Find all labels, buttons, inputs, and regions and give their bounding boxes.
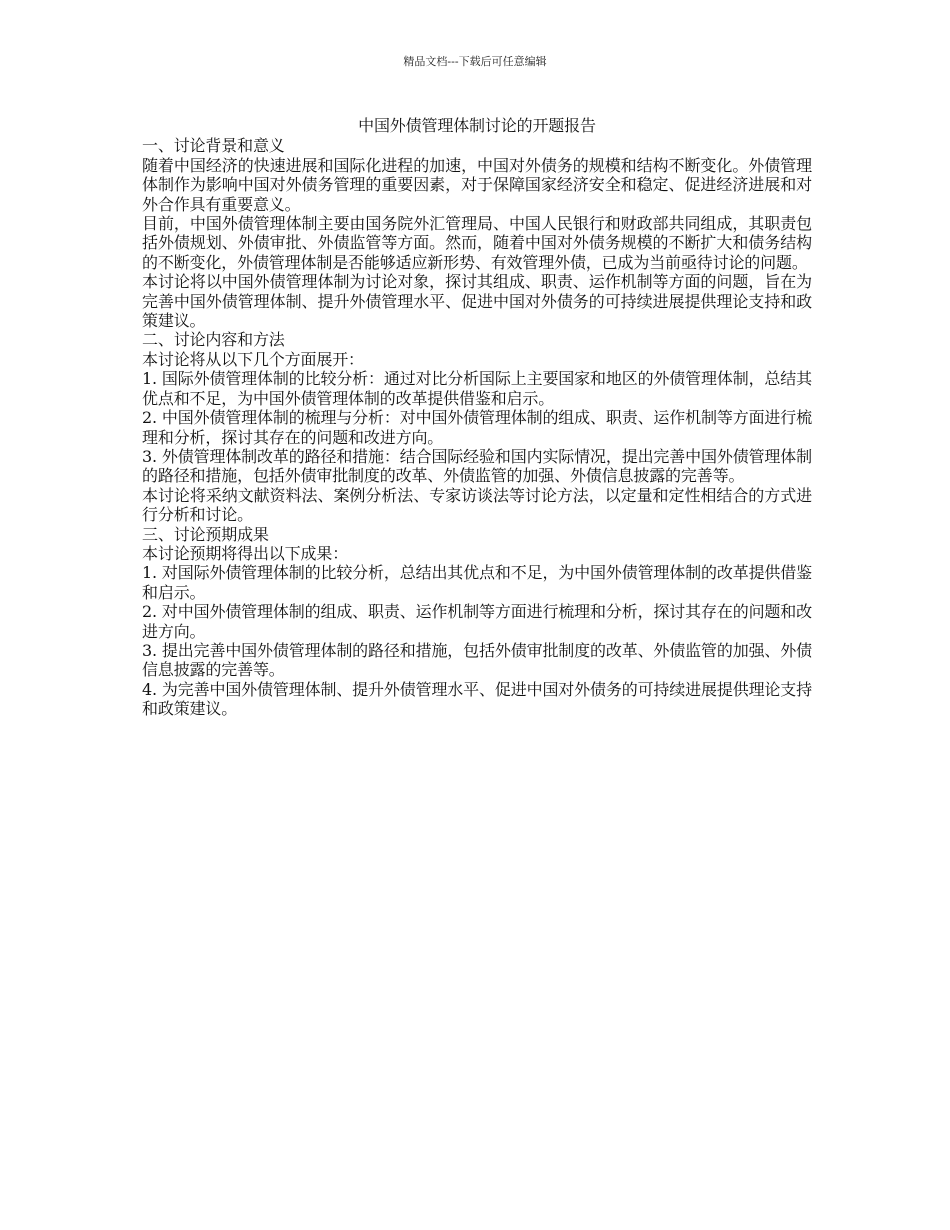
paragraph: 本讨论将采纳文献资料法、案例分析法、专家访谈法等讨论方法，以定量和定性相结合的方式进行分析和讨论。 [142, 485, 812, 525]
document-title: 中国外债管理体制讨论的开题报告 [358, 116, 596, 135]
list-item: 2. 对中国外债管理体制的组成、职责、运作机制等方面进行梳理和分析，探讨其存在的问题和改进方向。 [142, 602, 812, 641]
section-heading-expected-results: 三、讨论预期成果 [142, 524, 269, 544]
section-heading-background: 一、讨论背景和意义 [142, 136, 285, 156]
list-item: 2. 中国外债管理体制的梳理与分析：对中国外债管理体制的组成、职责、运作机制等方面进行梳理和分析，探讨其存在的问题和改进方向。 [142, 408, 812, 447]
paragraph: 本讨论预期将得出以下成果： [142, 543, 349, 563]
paragraph: 随着中国经济的快速进展和国际化进程的加速，中国对外债务的规模和结构不断变化。外债管理体制作为影响中国对外债务管理的重要因素，对于保障国家经济安全和稳定、促进经济进展和对外合作具有重要意义。 [142, 155, 812, 214]
paragraph: 本讨论将以中国外债管理体制为讨论对象，探讨其组成、职责、运作机制等方面的问题，旨在为完善中国外债管理体制、提升外债管理水平、促进中国对外债务的可持续进展提供理论支持和政策建议。 [142, 272, 812, 331]
page-header-note: 精品文档---下载后可任意编辑 [403, 55, 547, 68]
list-item: 1. 国际外债管理体制的比较分析：通过对比分析国际上主要国家和地区的外债管理体制，总结其优点和不足，为中国外债管理体制的改革提供借鉴和启示。 [142, 369, 812, 408]
paragraph: 本讨论将从以下几个方面展开： [142, 349, 364, 369]
section-heading-content-method: 二、讨论内容和方法 [142, 330, 285, 350]
document-body [142, 116, 812, 719]
list-item: 4. 为完善中国外债管理体制、提升外债管理水平、促进中国对外债务的可持续进展提供理论支持和政策建议。 [142, 679, 812, 719]
list-item: 1. 对国际外债管理体制的比较分析，总结出其优点和不足，为中国外债管理体制的改革提供借鉴和启示。 [142, 563, 812, 602]
list-item: 3. 提出完善中国外债管理体制的路径和措施，包括外债审批制度的改革、外债监管的加强、外债信息披露的完善等。 [142, 640, 812, 680]
list-item: 3. 外债管理体制改革的路径和措施：结合国际经验和国内实际情况，提出完善中国外债管理体制的路径和措施，包括外债审批制度的改革、外债监管的加强、外债信息披露的完善等。 [142, 446, 812, 486]
paragraph: 目前，中国外债管理体制主要由国务院外汇管理局、中国人民银行和财政部共同组成，其职责包括外债规划、外债审批、外债监管等方面。然而，随着中国对外债务规模的不断扩大和债务结构的不断变化，外债管理体制是否能够适应新形势、有效管理外债，已成为当前亟待讨论的问题。 [142, 214, 812, 272]
